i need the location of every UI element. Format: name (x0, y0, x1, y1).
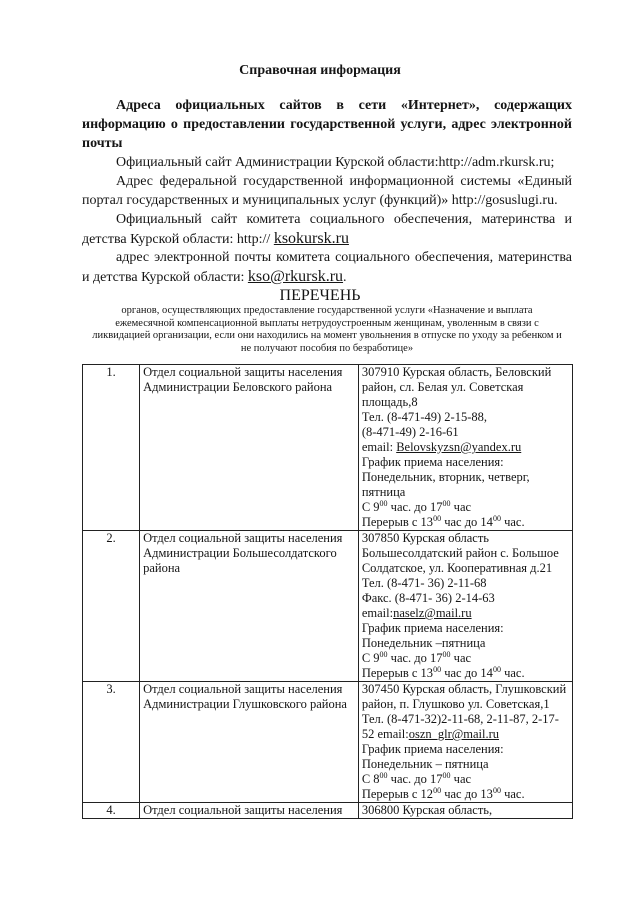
hours-start-minutes: 00 (379, 649, 388, 659)
office-name: Отдел социальной защиты населения Администрации Большесолдатского района (140, 531, 359, 682)
hours-end-minutes: 00 (442, 498, 451, 508)
hours-end-minutes: 00 (442, 649, 451, 659)
row-number: 4. (83, 803, 140, 819)
email-label: email: (361, 440, 394, 454)
schedule-label: График приема населения: (361, 742, 504, 756)
office-phone: Тел. (8-471- 36) 2-11-68 (361, 576, 487, 590)
break-start: Перерыв с 13 (361, 515, 434, 529)
hours-start: С 8 (361, 772, 380, 786)
break-end-minutes: 00 (492, 664, 501, 674)
committee-site-text (82, 210, 572, 249)
email-label: email: (361, 606, 394, 620)
table-row (83, 682, 573, 803)
hours-end: час. до 17 (390, 651, 443, 665)
office-email-line (377, 727, 499, 741)
schedule-break (362, 787, 569, 802)
committee-site-link[interactable]: ksokursk.ru (273, 230, 349, 247)
office-address: 307850 Курская область Большесолдатский район с. Большое Солдатское, ул. Кооперативная д.21 (361, 531, 559, 575)
schedule-hours (362, 500, 569, 515)
break-start-minutes: 00 (433, 513, 442, 523)
hours-end: час. до 17 (390, 500, 443, 514)
schedule-hours (362, 772, 569, 787)
schedule-days: Понедельник, вторник, четверг, пятница (361, 470, 530, 499)
office-email-link[interactable]: Belovskyzsn@yandex.ru (396, 440, 522, 454)
hours-unit: час (453, 500, 472, 514)
table-row (83, 365, 573, 531)
break-start: Перерыв с 13 (361, 666, 434, 680)
break-start: Перерыв с 12 (361, 787, 434, 801)
break-start-minutes: 00 (433, 664, 442, 674)
office-phone: Тел. (8-471-32)2-11-68, 2-11-87, 2-17-52 (361, 712, 559, 741)
office-address: 307910 Курская область, Беловский район, сл. Белая ул. Советская площадь,8 (361, 365, 552, 409)
office-email-line (362, 606, 569, 621)
break-unit: час. (504, 666, 525, 680)
break-unit: час. (504, 515, 525, 529)
office-name: Отдел социальной защиты населения Администрации Беловского района (140, 365, 359, 531)
row-number: 1. (83, 365, 140, 531)
office-address: 307450 Курская область, Глушковский район, п. Глушково ул. Советская,1 (361, 682, 567, 711)
row-number: 3. (83, 682, 140, 803)
schedule-days: Понедельник –пятница (361, 636, 486, 650)
office-phone-secondary: (8-471-49) 2-16-61 (361, 425, 459, 439)
break-end: час до 14 (444, 666, 493, 680)
office-address: 306800 Курская область, (361, 803, 493, 817)
hours-unit: час (453, 651, 472, 665)
page-title: Справочная информация (239, 63, 401, 78)
schedule-break (362, 515, 569, 530)
office-contacts (358, 682, 572, 803)
hours-end-minutes: 00 (442, 770, 451, 780)
office-name: Отдел социальной защиты населения (140, 803, 359, 819)
break-end-minutes: 00 (492, 785, 501, 795)
hours-start-minutes: 00 (379, 498, 388, 508)
office-fax: Факс. (8-471- 36) 2-14-63 (361, 591, 495, 605)
break-end: час до 13 (444, 787, 493, 801)
hours-start-minutes: 00 (379, 770, 388, 780)
offices-table (82, 364, 573, 819)
hours-unit: час (453, 772, 472, 786)
committee-email-suffix: . (343, 270, 347, 285)
table-row (83, 531, 573, 682)
list-heading: ПЕРЕЧЕНЬ (279, 287, 361, 304)
committee-email-link[interactable]: kso@rkursk.ru (247, 268, 344, 285)
schedule-label: График приема населения: (361, 621, 504, 635)
committee-email-text (82, 248, 572, 287)
schedule-hours (362, 651, 569, 666)
break-end: час до 14 (444, 515, 493, 529)
hours-start: С 9 (361, 651, 380, 665)
office-email-link[interactable]: oszn_glr@mail.ru (408, 727, 500, 741)
office-phone: Тел. (8-471-49) 2-15-88, (361, 410, 487, 424)
office-contacts (358, 365, 572, 531)
hours-start: С 9 (361, 500, 380, 514)
table-row (83, 803, 573, 819)
break-start-minutes: 00 (433, 785, 442, 795)
sites-heading: Адреса официальных сайтов в сети «Интернет», содержащих информацию о предоставлении государственной услуги, адрес электронной почты (82, 98, 572, 151)
office-contacts (358, 803, 572, 819)
email-label: email: (377, 727, 409, 741)
list-subheading: органов, осуществляющих предоставление государственной услуги «Назначение и выплата ежемесячной компенсационной выплаты нетрудоустроенным женщинам, уволенным в связи с ликвидацией организации, если они находились на момент увольнения в отпуске по уходу за ребенком и не получают пособия по безработице» (92, 305, 562, 354)
portal-text: Адрес федеральной государственной информационной системы «Единый портал государственных и муниципальных услуг (функций)» http://gosuslugi.ru. (82, 174, 572, 208)
office-email-line (362, 440, 569, 455)
break-end-minutes: 00 (492, 513, 501, 523)
committee-email-prefix: адрес электронной почты комитета социального обеспечения, материнства и детства Курской области: (82, 250, 572, 285)
committee-site-prefix: Официальный сайт комитета социального обеспечения, материнства и детства Курской области: http:// (82, 212, 572, 247)
office-name: Отдел социальной защиты населения Администрации Глушковского района (140, 682, 359, 803)
schedule-break (362, 666, 569, 681)
office-email-link[interactable]: naselz@mail.ru (393, 606, 472, 620)
admin-site-text: Официальный сайт Администрации Курской области:http://adm.rkursk.ru; (116, 155, 555, 170)
row-number: 2. (83, 531, 140, 682)
schedule-days: Понедельник – пятница (361, 757, 489, 771)
schedule-label: График приема населения: (361, 455, 504, 469)
break-unit: час. (504, 787, 525, 801)
office-contacts (358, 531, 572, 682)
hours-end: час. до 17 (390, 772, 443, 786)
